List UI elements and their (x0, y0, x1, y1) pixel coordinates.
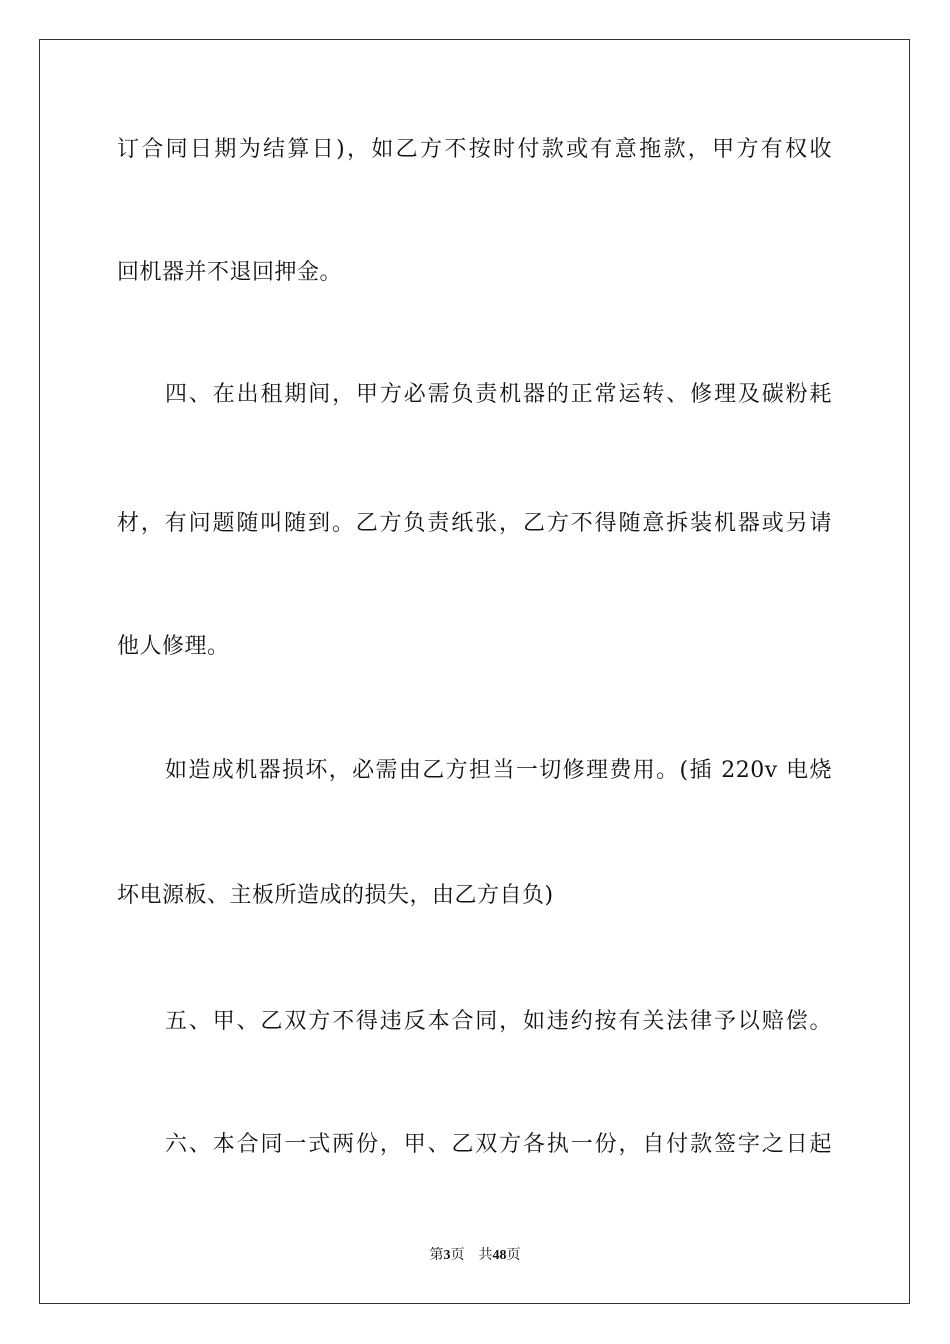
body-line-4: 材，有问题随叫随到。乙方负责纸张，乙方不得随意拆装机器或另请 (117, 511, 832, 536)
footer-page-number: 3 (443, 1248, 451, 1263)
body-line-1: 订合同日期为结算日)，如乙方不按时付款或有意拖款，甲方有权收 (117, 137, 832, 162)
body-line-6: 如造成机器损坏，必需由乙方担当一切修理费用。(插 220v 电烧 (165, 758, 832, 783)
footer-total-suffix: 页 (506, 1247, 521, 1263)
body-line-2: 回机器并不退回押金。 (117, 260, 343, 285)
body-line-7: 坏电源板、主板所造成的损失，由乙方自负) (117, 883, 554, 908)
body-line-3: 四、在出租期间，甲方必需负责机器的正常运转、修理及碳粉耗 (165, 382, 832, 407)
body-line-8: 五、甲、乙双方不得违反本合同，如违约按有关法律予以赔偿。 (165, 1009, 832, 1034)
page-footer (0, 1246, 950, 1265)
page-border (39, 39, 910, 1304)
footer-page-suffix: 页 (450, 1247, 465, 1263)
footer-page-prefix: 第 (429, 1247, 444, 1263)
footer-total-prefix: 共 (478, 1247, 493, 1263)
footer-total-pages: 48 (492, 1248, 507, 1263)
body-line-9: 六、本合同一式两份，甲、乙双方各执一份，自付款签字之日起 (165, 1132, 832, 1157)
body-line-5: 他人修理。 (117, 634, 230, 659)
